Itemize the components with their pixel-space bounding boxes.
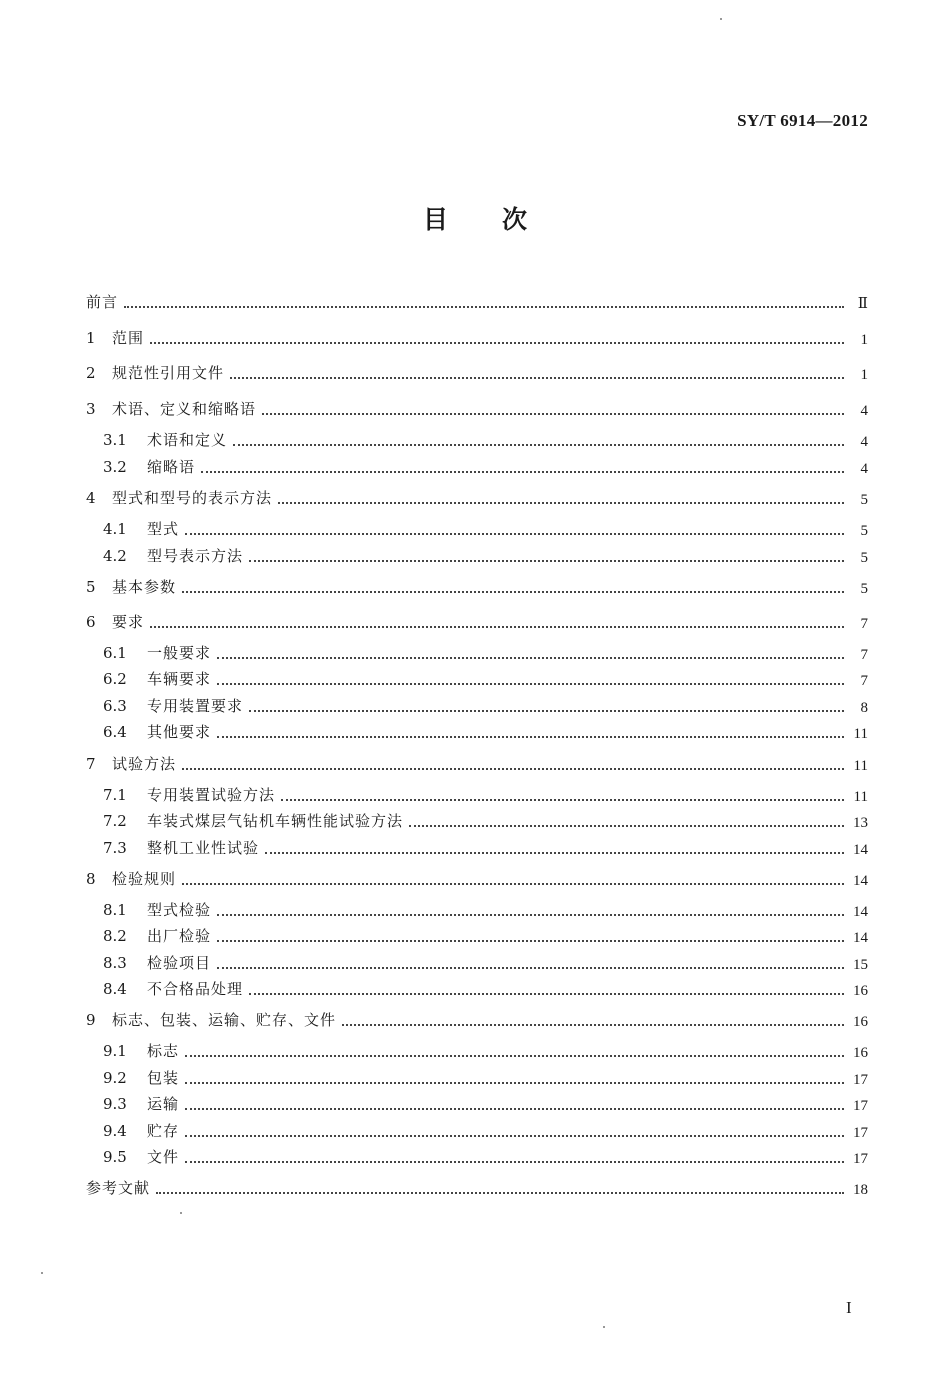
dot-leader xyxy=(265,850,844,854)
dot-leader xyxy=(185,1053,844,1057)
scan-speck xyxy=(41,1272,43,1274)
toc-entry[interactable] xyxy=(86,357,868,383)
toc-entry-page: 4 xyxy=(860,461,868,477)
toc-entry-number: 8.1 xyxy=(103,901,127,919)
toc-entry-label: 车装式煤层气钻机车辆性能试验方法 xyxy=(147,812,404,830)
page-number: I xyxy=(846,1298,852,1317)
toc-entry-page: 17 xyxy=(853,1151,868,1167)
toc-entry-label: 其他要求 xyxy=(147,723,212,741)
toc-entry-label: 标志 xyxy=(147,1042,180,1060)
toc-entry-number: 8 xyxy=(86,870,96,888)
toc-entry-page: 14 xyxy=(853,904,868,920)
toc-entry-label: 检验项目 xyxy=(147,954,212,972)
toc-entry-page: 16 xyxy=(853,1014,868,1030)
toc-entry-page: 14 xyxy=(853,930,868,946)
toc-entry-page: 7 xyxy=(860,673,868,689)
toc-entry-label: 车辆要求 xyxy=(147,670,212,688)
toc-entry[interactable] xyxy=(103,832,868,858)
toc-entry[interactable] xyxy=(103,894,868,920)
toc-entry-page: 4 xyxy=(860,434,868,450)
toc-entry-page: 1 xyxy=(860,332,868,348)
toc-entry-number: 7.3 xyxy=(103,839,127,857)
toc-entry-page: 4 xyxy=(860,403,868,419)
toc-entry[interactable] xyxy=(103,805,868,831)
toc-entry-label: 型号表示方法 xyxy=(147,547,244,565)
dot-leader xyxy=(409,823,844,827)
toc-entry-page: 1 xyxy=(860,367,868,383)
toc-entry[interactable] xyxy=(103,920,868,946)
toc-entry[interactable] xyxy=(103,716,868,742)
toc-entry-label: 标志、包装、运输、贮存、文件 xyxy=(112,1011,337,1029)
toc-entry-label: 范围 xyxy=(112,329,145,347)
toc-entry-number: 9.2 xyxy=(103,1069,127,1087)
toc-entry-number: 3 xyxy=(86,400,96,418)
toc-entry[interactable] xyxy=(103,690,868,716)
dot-leader xyxy=(217,938,844,942)
toc-entry-label: 前言 xyxy=(86,293,119,311)
toc-entry-number: 6.4 xyxy=(103,723,127,741)
dot-leader xyxy=(217,734,844,738)
toc-entry-page: 11 xyxy=(853,726,868,742)
dot-leader xyxy=(233,442,844,446)
toc-entry-page: 5 xyxy=(860,550,868,566)
toc-entry-number: 8.4 xyxy=(103,980,127,998)
toc-entry-label: 包装 xyxy=(147,1069,180,1087)
toc-entry[interactable] xyxy=(103,663,868,689)
toc-entry[interactable] xyxy=(103,513,868,539)
toc-entry-page: 7 xyxy=(860,647,868,663)
dot-leader xyxy=(249,991,844,995)
toc-entry-label: 试验方法 xyxy=(112,755,177,773)
toc-entry-number: 4.2 xyxy=(103,547,127,565)
toc-entry-page: Ⅱ xyxy=(857,296,868,312)
toc-entry-number: 8.2 xyxy=(103,927,127,945)
dot-leader xyxy=(150,624,844,628)
toc-entry-number: 6 xyxy=(86,613,96,631)
toc-entry-label: 一般要求 xyxy=(147,644,212,662)
scan-speck xyxy=(180,1212,182,1214)
toc-entry-page: 5 xyxy=(860,523,868,539)
toc-entry[interactable] xyxy=(103,1062,868,1088)
toc-entry-label: 参考文献 xyxy=(86,1179,151,1197)
toc-entry-number: 7.1 xyxy=(103,786,127,804)
dot-leader xyxy=(281,797,844,801)
toc-entry[interactable] xyxy=(103,451,868,477)
toc-entry-page: 11 xyxy=(853,789,868,805)
dot-leader xyxy=(185,531,844,535)
scan-speck xyxy=(603,1326,605,1328)
toc-entry-label: 运输 xyxy=(147,1095,180,1113)
toc-entry[interactable] xyxy=(86,286,868,312)
toc-entry-page: 5 xyxy=(860,492,868,508)
toc-entry[interactable] xyxy=(103,947,868,973)
dot-leader xyxy=(262,411,844,415)
toc-entry-label: 型式 xyxy=(147,520,180,538)
toc-entry-number: 9.1 xyxy=(103,1042,127,1060)
page-title: 目次 xyxy=(422,205,581,234)
toc-entry-label: 专用装置要求 xyxy=(147,697,244,715)
toc-entry-number: 9.3 xyxy=(103,1095,127,1113)
toc-entry[interactable] xyxy=(103,540,868,566)
toc-entry-number: 4 xyxy=(86,489,96,507)
toc-entry-label: 不合格品处理 xyxy=(147,980,244,998)
toc-entry-label: 检验规则 xyxy=(112,870,177,888)
toc-entry-number: 6.3 xyxy=(103,697,127,715)
toc-entry-page: 14 xyxy=(853,873,868,889)
toc-entry-label: 基本参数 xyxy=(112,578,177,596)
toc-entry-page: 5 xyxy=(860,581,868,597)
toc-entry[interactable] xyxy=(86,1172,868,1198)
scan-speck xyxy=(720,18,722,20)
dot-leader xyxy=(278,500,844,504)
standard-code: SY/T 6914—2012 xyxy=(737,111,868,130)
toc-entry-page: 17 xyxy=(853,1098,868,1114)
toc-entry-label: 出厂检验 xyxy=(147,927,212,945)
toc-entry-page: 13 xyxy=(853,815,868,831)
dot-leader xyxy=(185,1080,844,1084)
toc-entry[interactable] xyxy=(103,973,868,999)
toc-entry[interactable] xyxy=(86,1004,868,1030)
dot-leader xyxy=(185,1133,844,1137)
toc-entry[interactable] xyxy=(86,482,868,508)
toc-entry-label: 要求 xyxy=(112,613,145,631)
toc-entry[interactable] xyxy=(103,1115,868,1141)
toc-entry-page: 15 xyxy=(853,957,868,973)
toc-entry-number: 3.1 xyxy=(103,431,127,449)
toc-entry-number: 7 xyxy=(86,755,96,773)
toc-entry[interactable] xyxy=(86,606,868,632)
toc-entry-page: 8 xyxy=(860,700,868,716)
toc-entry-page: 14 xyxy=(853,842,868,858)
toc-entry-label: 术语、定义和缩略语 xyxy=(112,400,257,418)
toc-entry[interactable] xyxy=(86,571,868,597)
dot-leader xyxy=(185,1159,844,1163)
toc-entry-number: 9 xyxy=(86,1011,96,1029)
toc-entry-page: 18 xyxy=(853,1182,868,1198)
toc-entry-label: 贮存 xyxy=(147,1122,180,1140)
dot-leader xyxy=(150,340,844,344)
toc-entry[interactable] xyxy=(103,1035,868,1061)
toc-entry-label: 缩略语 xyxy=(147,458,196,476)
toc-entry-page: 17 xyxy=(853,1072,868,1088)
toc-entry[interactable] xyxy=(86,393,868,419)
toc-entry-number: 3.2 xyxy=(103,458,127,476)
toc-entry-page: 11 xyxy=(853,758,868,774)
dot-leader xyxy=(230,375,844,379)
toc-entry[interactable] xyxy=(103,1141,868,1167)
toc-entry-number: 9.4 xyxy=(103,1122,127,1140)
dot-leader xyxy=(182,766,844,770)
toc-entry-label: 整机工业性试验 xyxy=(147,839,260,857)
dot-leader xyxy=(217,912,844,916)
toc-entry-label: 型式检验 xyxy=(147,901,212,919)
toc-entry-number: 7.2 xyxy=(103,812,127,830)
dot-leader xyxy=(342,1022,844,1026)
toc-entry[interactable] xyxy=(86,322,868,348)
toc-entry-number: 5 xyxy=(86,578,96,596)
toc-entry-number: 8.3 xyxy=(103,954,127,972)
dot-leader xyxy=(217,681,844,685)
toc-entry[interactable] xyxy=(103,424,868,450)
toc-entry-number: 6.1 xyxy=(103,644,127,662)
toc-entry-number: 2 xyxy=(86,364,96,382)
toc-entry-label: 型式和型号的表示方法 xyxy=(112,489,273,507)
toc-entry-number: 4.1 xyxy=(103,520,127,538)
toc-entry-label: 规范性引用文件 xyxy=(112,364,225,382)
toc-entry-page: 16 xyxy=(853,1045,868,1061)
toc-entry[interactable] xyxy=(103,779,868,805)
toc-entry[interactable] xyxy=(103,637,868,663)
dot-leader xyxy=(249,708,844,712)
toc-entry-label: 文件 xyxy=(147,1148,180,1166)
toc-entry-label: 专用装置试验方法 xyxy=(147,786,276,804)
toc-entry[interactable] xyxy=(86,748,868,774)
dot-leader xyxy=(217,655,844,659)
toc-entry[interactable] xyxy=(103,1088,868,1114)
toc-entry-page: 16 xyxy=(853,983,868,999)
toc-entry-page: 7 xyxy=(860,616,868,632)
dot-leader xyxy=(182,881,844,885)
toc-entry-number: 9.5 xyxy=(103,1148,127,1166)
toc-entry-label: 术语和定义 xyxy=(147,431,228,449)
dot-leader xyxy=(217,965,844,969)
dot-leader xyxy=(182,589,844,593)
dot-leader xyxy=(156,1190,844,1194)
toc-entry-number: 1 xyxy=(86,329,96,347)
toc-entry-number: 6.2 xyxy=(103,670,127,688)
toc-entry-page: 17 xyxy=(853,1125,868,1141)
toc-entry[interactable] xyxy=(86,863,868,889)
dot-leader xyxy=(249,558,844,562)
dot-leader xyxy=(185,1106,844,1110)
dot-leader xyxy=(201,469,844,473)
dot-leader xyxy=(124,304,844,308)
